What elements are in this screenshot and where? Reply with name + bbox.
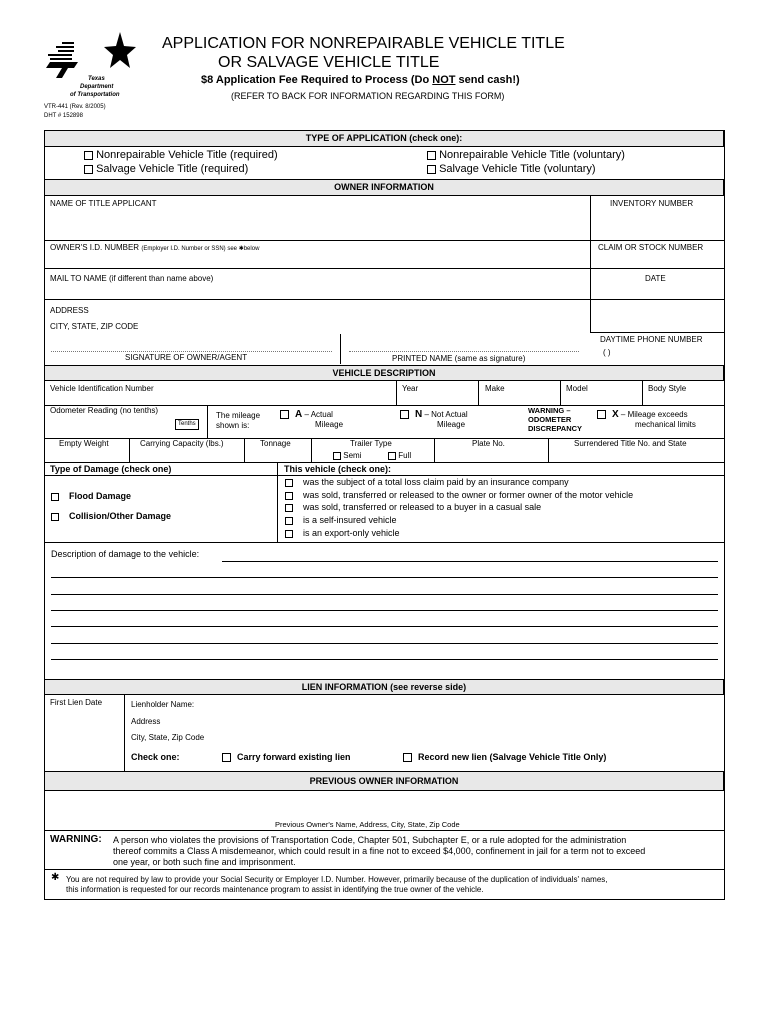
txdot-logo-icon [44,30,136,78]
claim-field[interactable] [594,253,722,267]
tonnage-label: Tonnage [260,439,291,448]
checkbox[interactable] [333,452,341,460]
checkbox[interactable] [597,410,606,419]
plate-label: Plate No. [472,439,505,448]
checkbox[interactable] [285,530,293,538]
type-option-salvage-required[interactable]: Salvage Vehicle Title (required) [84,163,248,175]
checkbox[interactable] [427,165,436,174]
odometer-warning: WARNING – ODOMETER DISCREPANCY [528,406,583,433]
name-field[interactable] [46,210,586,238]
logo-text-department: Department [80,84,114,90]
fee-notice: $8 Application Fee Required to Process (Do NOT send cash!) [201,74,520,86]
checkbox[interactable] [84,165,93,174]
flood-damage-option[interactable]: Flood Damage [51,491,131,501]
inventory-field[interactable] [594,210,722,238]
year-label: Year [402,384,419,393]
address-label: ADDRESS [50,306,89,315]
notice-line2: this information is requested for our records maintenance program to assist in identifying the true owner of the vehicle. [66,885,484,894]
damage-description-label: Description of damage to the vehicle: [51,549,200,559]
printed-name-label: PRINTED NAME (same as signature) [392,354,526,363]
first-lien-date-field[interactable] [46,708,122,768]
empty-weight-label: Empty Weight [59,439,109,448]
surrendered-title-label: Surrendered Title No. and State [574,439,687,448]
this-vehicle-header: This vehicle (check one): [284,464,392,474]
checkbox[interactable] [285,479,293,487]
mail-label: MAIL TO NAME (if different than name above) [50,274,214,283]
checkbox[interactable] [51,493,59,501]
semi-option[interactable]: Semi [333,451,361,460]
exceeds-mileage-option[interactable]: X – Mileage exceeds mechanical limits [597,410,696,430]
mileage-shown-l1: The mileage [216,411,261,420]
full-option[interactable]: Full [388,451,411,460]
checkbox[interactable] [51,513,59,521]
form-id: VTR-441 (Rev. 8/2005) [44,104,106,110]
checkbox[interactable] [388,452,396,460]
notice-line1: You are not required by law to provide your Social Security or Employer I.D. Number. However, primarily because of the duplication of individuals' names, [66,875,608,884]
claim-label: CLAIM OR STOCK NUMBER [598,243,704,252]
warning-line1: A person who violates the provisions of Transportation Code, Chapter 501, Subchapter E, or a rule adopted for the administration [113,835,627,845]
not-actual-mileage-option[interactable]: N – Not Actual Mileage [400,410,468,430]
printed-name-field[interactable] [349,336,579,350]
warning-line3: one year, or both such fine and imprisonment. [113,857,296,867]
owner-section-header: OWNER INFORMATION [44,179,724,196]
logo-text-transportation: of Transportation [70,92,120,98]
vehicle-status-option[interactable]: was the subject of a total loss claim paid by an insurance company [285,477,569,487]
owner-id-label: OWNER'S I.D. NUMBER (Employer I.D. Number or SSN) see ✱below [50,243,260,252]
date-field[interactable] [594,284,722,298]
mail-field[interactable] [46,284,586,298]
vehicle-section-header: VEHICLE DESCRIPTION [44,365,724,381]
actual-mileage-option[interactable]: A – Actual Mileage [280,410,343,430]
tenths-box[interactable]: Tenths [175,419,199,430]
checkbox[interactable] [222,753,231,762]
refer-note: (REFER TO BACK FOR INFORMATION REGARDING THIS FORM) [231,91,505,101]
checkbox[interactable] [427,151,436,160]
checkbox[interactable] [280,410,289,419]
warning-label: WARNING: [50,834,102,845]
checkbox[interactable] [400,410,409,419]
name-label: NAME OF TITLE APPLICANT [50,199,157,208]
lien-address-label: Address [131,717,161,726]
date-label: DATE [645,274,666,283]
form-title-line1: APPLICATION FOR NONREPAIRABLE VEHICLE TITLE [162,35,565,52]
checkbox[interactable] [285,517,293,525]
vin-label: Vehicle Identification Number [50,384,154,393]
model-label: Model [566,384,588,393]
signature-field[interactable] [51,336,332,350]
lienholder-label: Lienholder Name: [131,700,195,709]
vehicle-status-option[interactable]: was sold, transferred or released to a buyer in a casual sale [285,502,541,512]
logo-text-texas: Texas [88,76,105,82]
checkbox[interactable] [285,492,293,500]
collision-damage-option[interactable]: Collision/Other Damage [51,511,171,521]
vehicle-status-option[interactable]: is a self-insured vehicle [285,515,397,525]
lien-section-header: LIEN INFORMATION (see reverse side) [44,679,724,695]
carry-forward-lien-option[interactable]: Carry forward existing lien [222,752,351,762]
odometer-label: Odometer Reading (no tenths) [50,406,159,415]
phone-parens[interactable]: ( ) [603,348,611,357]
dht-number: DHT # 152898 [44,113,83,119]
damage-type-header: Type of Damage (check one) [50,464,172,474]
checkbox[interactable] [403,753,412,762]
inventory-label: INVENTORY NUMBER [610,199,694,208]
type-option-salvage-voluntary[interactable]: Salvage Vehicle Title (voluntary) [427,163,596,175]
vehicle-status-option[interactable]: was sold, transferred or released to the owner or former owner of the motor vehicle [285,490,633,500]
phone-label: DAYTIME PHONE NUMBER [600,335,703,344]
previous-owner-header: PREVIOUS OWNER INFORMATION [44,771,724,791]
first-lien-date-label: First Lien Date [50,698,103,707]
checkbox[interactable] [84,151,93,160]
warning-line2: thereof commits a Class A misdemeanor, which could result in a fine not to exceed $4,000, confinement in jail for a term not to exceed [113,846,646,856]
lienholder-field[interactable] [210,698,720,744]
asterisk-icon: ✱ [51,872,60,883]
type-section-header: TYPE OF APPLICATION (check one): [44,130,724,147]
mileage-shown-l2: shown is: [216,421,250,430]
type-option-nonrep-required[interactable]: Nonrepairable Vehicle Title (required) [84,149,278,161]
record-new-lien-option[interactable]: Record new lien (Salvage Vehicle Title Only) [403,752,606,762]
damage-description-field[interactable] [51,548,718,662]
make-label: Make [485,384,505,393]
form-title-line2: OR SALVAGE VEHICLE TITLE [218,54,440,71]
trailer-type-label: Trailer Type [350,439,392,448]
lien-check-one: Check one: [131,752,180,762]
signature-label: SIGNATURE OF OWNER/AGENT [125,353,248,362]
previous-owner-field[interactable] [46,793,722,817]
address-field[interactable] [100,304,586,334]
carrying-capacity-label: Carrying Capacity (lbs.) [140,439,224,448]
body-style-label: Body Style [648,384,687,393]
vehicle-status-option[interactable]: is an export-only vehicle [285,528,400,538]
checkbox[interactable] [285,504,293,512]
lien-city-label: City, State, Zip Code [131,733,205,742]
type-option-nonrep-voluntary[interactable]: Nonrepairable Vehicle Title (voluntary) [427,149,625,161]
city-label: CITY, STATE, ZIP CODE [50,322,139,331]
owner-id-field[interactable] [46,253,586,267]
previous-owner-caption: Previous Owner's Name, Address, City, State, Zip Code [275,820,460,829]
